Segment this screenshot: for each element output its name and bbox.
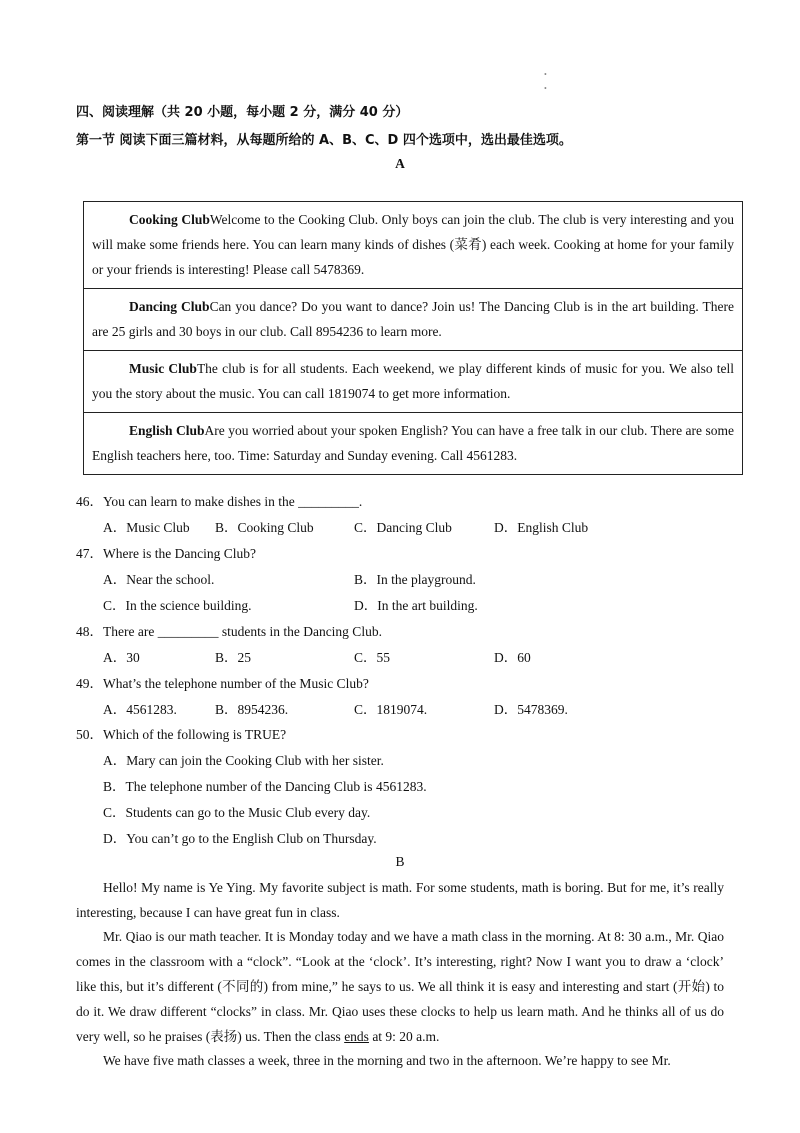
section-instruction: 第一节 阅读下面三篇材料，从每题所给的 A、B、C、D 四个选项中，选出最佳选项。 (76, 133, 572, 148)
club-description: Can you dance? Do you want to dance? Join us! The Dancing Club is in the art building. There are 25 girls and 30 boys in our club. Call 8954236 to learn more. (92, 299, 734, 339)
option-48-d[interactable]: D．60 (494, 650, 531, 665)
option-46-d[interactable]: D．English Club (494, 520, 589, 535)
question-49: 49．What’s the telephone number of the Music Club? (76, 676, 369, 691)
option-50-c[interactable]: C．Students can go to the Music Club every day. (103, 805, 371, 820)
question-46: 46．You can learn to make dishes in the _________. (76, 494, 363, 509)
paragraph-text: Hello! My name is Ye Ying. My favorite subject is math. For some students, math is boring. But for me, it’s really interesting, because I can have great fun in class. (76, 880, 724, 920)
club-row-music (84, 351, 742, 413)
club-row-cooking (84, 202, 742, 289)
option-46-a[interactable]: A．Music Club (103, 520, 190, 535)
option-49-d[interactable]: D．5478369. (494, 702, 568, 717)
option-48-b[interactable]: B．25 (215, 650, 252, 665)
club-row-dancing (84, 289, 742, 351)
question-47: 47．Where is the Dancing Club? (76, 546, 256, 561)
question-50: 50．Which of the following is TRUE? (76, 727, 287, 742)
option-50-a[interactable]: A．Mary can join the Cooking Club with her sister. (103, 753, 384, 768)
paragraph-text: We have five math classes a week, three in the morning and two in the afternoon. We’re happy to see Mr. (103, 1053, 671, 1068)
option-47-d[interactable]: D．In the art building. (354, 598, 478, 613)
club-description: Are you worried about your spoken English? You can have a free talk in our club. There are some English teachers here, too. Time: Saturday and Sunday evening. Call 4561283. (92, 423, 734, 463)
underlined-word: ends (344, 1029, 369, 1044)
option-49-b[interactable]: B．8954236. (215, 702, 289, 717)
club-name: Cooking Club (129, 212, 210, 227)
option-49-a[interactable]: A．4561283. (103, 702, 177, 717)
club-name: English Club (129, 423, 205, 438)
decorative-dots: • • (544, 70, 547, 93)
passage-b-paragraph-3 (76, 1048, 724, 1073)
section-a-label: A (395, 156, 405, 171)
option-47-b[interactable]: B．In the playground. (354, 572, 476, 587)
option-46-c[interactable]: C．Dancing Club (354, 520, 452, 535)
passage-b-paragraph-2 (76, 924, 724, 1049)
club-description: Welcome to the Cooking Club. Only boys can join the club. The club is very interesting and you will make some friends here. You can learn many kinds of dishes (菜肴) each week. Cooking at home for your family or your friends is interesting! Please call 5478369. (92, 212, 734, 277)
option-48-c[interactable]: C．55 (354, 650, 391, 665)
option-47-c[interactable]: C．In the science building. (103, 598, 252, 613)
option-47-a[interactable]: A．Near the school. (103, 572, 215, 587)
section-b-label: B (395, 854, 405, 869)
club-name: Music Club (129, 361, 197, 376)
club-description: The club is for all students. Each weekend, we play different kinds of music for you. We also tell you the story about the music. You can call 1819074 to get more information. (92, 361, 735, 401)
paragraph-text-end: at 9: 20 a.m. (368, 1029, 440, 1044)
paragraph-text: Mr. Qiao is our math teacher. It is Monday today and we have a math class in the morning. At 8: 30 a.m., Mr. Qiao comes in the classroom with a “clock”. “Look at the ‘clock’. It’s interesting, right? Now I want you to draw a ‘clock’ like this, but it’s different (不同的) from mine,” he says to us. We all think it is easy and interesting and start (开始) to do it. We draw different “clocks” in class. Mr. Qiao uses these clocks to help us learn math. And he thinks all of us do very well, so he praises (表扬) us. Then the class (76, 929, 724, 1044)
club-ads-table (83, 201, 743, 475)
part-title: 四、阅读理解（共 20 小题，每小题 2 分，满分 40 分） (76, 105, 409, 120)
option-48-a[interactable]: A．30 (103, 650, 140, 665)
passage-b-paragraph-1 (76, 875, 724, 925)
question-48: 48．There are _________ students in the Dancing Club. (76, 624, 382, 639)
club-row-english (84, 413, 742, 474)
club-name: Dancing Club (129, 299, 210, 314)
option-50-b[interactable]: B．The telephone number of the Dancing Club is 4561283. (103, 779, 427, 794)
option-46-b[interactable]: B．Cooking Club (215, 520, 314, 535)
option-50-d[interactable]: D．You can’t go to the English Club on Thursday. (103, 831, 377, 846)
option-49-c[interactable]: C．1819074. (354, 702, 428, 717)
